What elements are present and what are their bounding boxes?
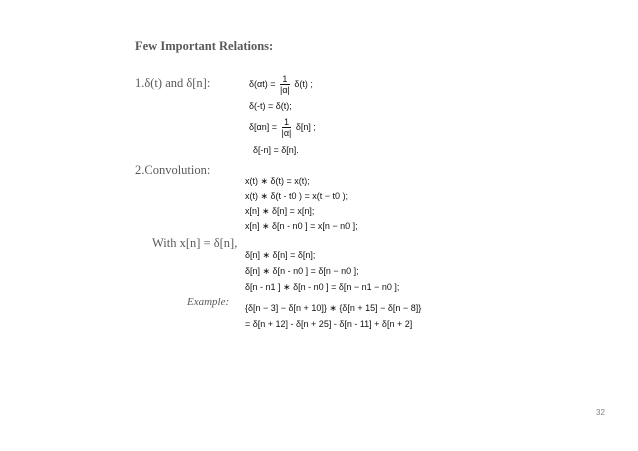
page-number: 32 xyxy=(596,408,605,417)
scale-discrete-denominator: |α| xyxy=(281,128,292,138)
delta-convolution-line-1: δ[n] ∗ δ[n] = δ[n]; xyxy=(245,250,316,260)
example-line-1: {δ[n − 3] − δ[n + 10]} ∗ {δ[n + 15] − δ[n − 8]} xyxy=(245,303,422,313)
section2-label: 2.Convolution: xyxy=(135,163,211,177)
scale-continuous-denominator: |α| xyxy=(279,85,290,95)
convolution-line-4: x[n] ∗ δ[n - n0 ] = x[n − n0 ]; xyxy=(245,221,358,231)
example-line-2: = δ[n + 12] - δ[n + 25] - δ[n - 11] + δ[n + 2] xyxy=(245,319,413,329)
scale-discrete-rhs: δ[n] ; xyxy=(295,121,316,132)
convolution-line-1: x(t) ∗ δ(t) = x(t); xyxy=(245,176,310,186)
slide-title: Few Important Relations: xyxy=(135,39,274,53)
scale-discrete-numerator: 1 xyxy=(282,117,292,128)
scale-continuous-equation xyxy=(249,74,313,95)
delta-convolution-line-3: δ[n - n1 ] ∗ δ[n - n0 ] = δ[n − n1 − n0 ]; xyxy=(245,282,400,292)
negation-continuous-equation: δ(-t) = δ(t); xyxy=(249,101,292,111)
example-label: Example: xyxy=(187,296,230,308)
delta-convolution-line-2: δ[n] ∗ δ[n - n0 ] = δ[n − n0 ]; xyxy=(245,266,359,276)
scale-discrete-lhs: δ[αn] = xyxy=(249,121,277,132)
convolution-line-3: x[n] ∗ δ[n] = x[n]; xyxy=(245,206,315,216)
section1-label: 1.δ(t) and δ[n]: xyxy=(135,76,211,90)
with-delta-label: With x[n] = δ[n], xyxy=(152,236,238,250)
scale-discrete-equation xyxy=(249,117,316,138)
scale-continuous-rhs: δ(t) ; xyxy=(294,78,313,89)
scale-continuous-fraction xyxy=(280,74,290,95)
scale-continuous-lhs: δ(αt) = xyxy=(249,78,276,89)
convolution-line-2: x(t) ∗ δ(t - t0 ) = x(t − t0 ); xyxy=(245,191,349,201)
scale-continuous-numerator: 1 xyxy=(280,74,290,85)
negation-discrete-equation: δ[-n] = δ[n]. xyxy=(253,145,299,155)
scale-discrete-fraction xyxy=(282,117,292,138)
